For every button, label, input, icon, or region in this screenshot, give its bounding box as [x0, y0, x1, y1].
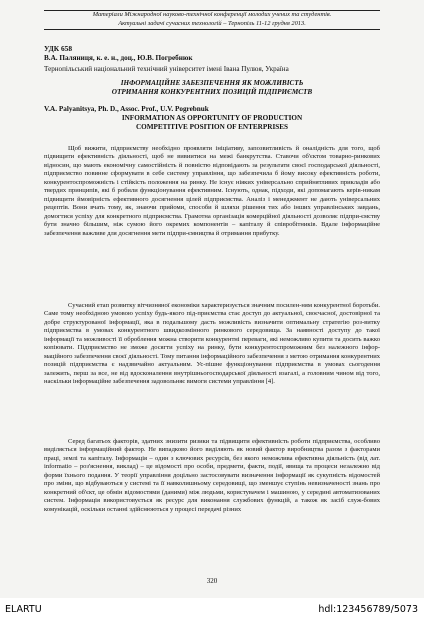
title-ukrainian-line-1: ІНФОРМАЦІЙНЕ ЗАБЕЗПЕЧЕННЯ ЯК МОЖЛИВІСТЬ — [120, 79, 304, 87]
body-paragraph-1: Щоб вижити, підприємству необхідно проявляти ініціативу, запозвитливість й оналідність для того, щоб підвищити ефективність діяльності, щоб не вивиитися на межі банкрутства. Ставочи об'єктом товарно-ринкових відносин, що мають економічну самостійність й повністю відповідають за результати своєї господарської діяльності, підприємство повинне сформувати в себе систему управління, що забезпечила б йому високу ефективність роботи, конкурентоспроможність і стійкість положення на ринку. Не існує ніяких універсально сприйнятливих прикладів або твердих принципів, які б робили функціонування ефективним. Існують, однак, підходи, які допомагають керів-никам підвищити ймовірність ефективного досягнення цілей підприємства. Аналіз і менеджмент не дають універсальних рецептів. Вони вчать тому, як, знаючи прийоми, способи й шляхи рішення тих або інших управлінських завдань, домогтися успіху для конкретного підприємства. Грамотна організація комерційної діяльності дозволяє підпри-ємству бути значно більшим, ніж сумою його окремих компонентів – капіталу й співробітників. Вдале інформаційне забезпечення важливе для досягнення мети підпри-ємництва й отримання прибутку. — [44, 145, 380, 237]
title-english-line-2: COMPETITIVE POSITION OF ENTERPRISES — [135, 122, 289, 131]
conference-header-line-2: Актуальні задачі сучасних технологій – Тернопіль 11-12 грудня 2013. — [118, 19, 306, 27]
udk-code: УДК 658 — [44, 44, 73, 53]
viewer-footer-bar — [0, 598, 424, 620]
authors-english: V.A. Palyanitsya, Ph. D., Assoc. Prof., U.V. Pogrebnuk — [44, 105, 209, 113]
page-number: 320 — [206, 577, 218, 585]
authors-ukrainian: В.А. Паляниця, к. е. н., доц., Ю.В. Погребнюк — [44, 54, 193, 62]
header-rule-bottom — [44, 29, 380, 30]
body-paragraph-2: Сучасний етап розвитку вітчизняної економіки характеризується значним посилен-ням конкурентної боротьби. Саме тому необхідною умовою успіху будь-якого під-приємства стає доступ до актуальної, своєчасної, достовірної та добре структурованої інформації, яка в подальшому дасть можливість визначити оптимальну стратегію роз-витку підприємства в умовах конкурентного швидкозмінного ринкового середовища. За наявності доступу до такої інформації та можливості її оброблення можна створити конкурентні переваги, які неможливо купити та досить важко копіювати. Підприємство не зможе досягти успіху на ринку, бути конкурентоспроможним без належного інфор-маційного забезпечення своєї діяльності. Тому питання інформаційного забезпечення з метою отримання конкурентних позицій підприємства є надзвичайно актуальним. Ус-пішне функціонування підприємства в умовах сьогодення залежить, перш за все, не від вдосконалення внутрішньогосподарської діяльності взагалі, а головним чином від того, наскільки інформаційне забезпечення задовольняє вимоги системи управління [4]. — [44, 302, 380, 386]
affiliation: Тернопільський національний технічний університет імені Івана Пулюя, Україна — [44, 64, 289, 73]
conference-header-line-1: Матеріали Міжнародної науково-технічної конференції молодих учених та студентів. — [92, 11, 332, 18]
title-ukrainian-line-2: ОТРИМАННЯ КОНКУРЕНТНИХ ПОЗИЦІЙ ПІДПРИЄМСТВ — [111, 88, 313, 96]
repository-name: ELARTU — [5, 604, 42, 615]
handle-identifier: hdl:123456789/5073 — [318, 604, 418, 615]
title-english-line-1: INFORMATION AS OPPORTUNITY OF PRODUCTION — [121, 114, 303, 122]
body-paragraph-3: Серед багатьох факторів, здатних знизити ризики та підвищити ефективність роботи підприємства, особливо виділяється інформаційний фактор. Не випадково його виділяють як новий фактор виробництва разом з факторами праці, землі та капіталу. Інформація – один з ключових ресурсів, без якого неможлива ефективна діяльність (від лат. informatio – роз'яснення, виклад) – це відомості про особи, предмети, факти, події, явища та процеси незалежно від форми їхнього подання. У теорії управління доцільно застосовувати визначення інформації як сукупність відомостей про зміни, що відбуваються у системі та її навколишньому середовищі, що зменшує ступінь невизначеності знань про конкретний об'єкт, це обмін відомостями (даними) між людьми, користувачем і машиною, у середині автоматизованих систем. Інформація використовується як ресурс для виконання службових функцій, а також як засіб служ-бових комунікацій, оскільки останні здійснюються у процесі передачі різних — [44, 438, 380, 513]
